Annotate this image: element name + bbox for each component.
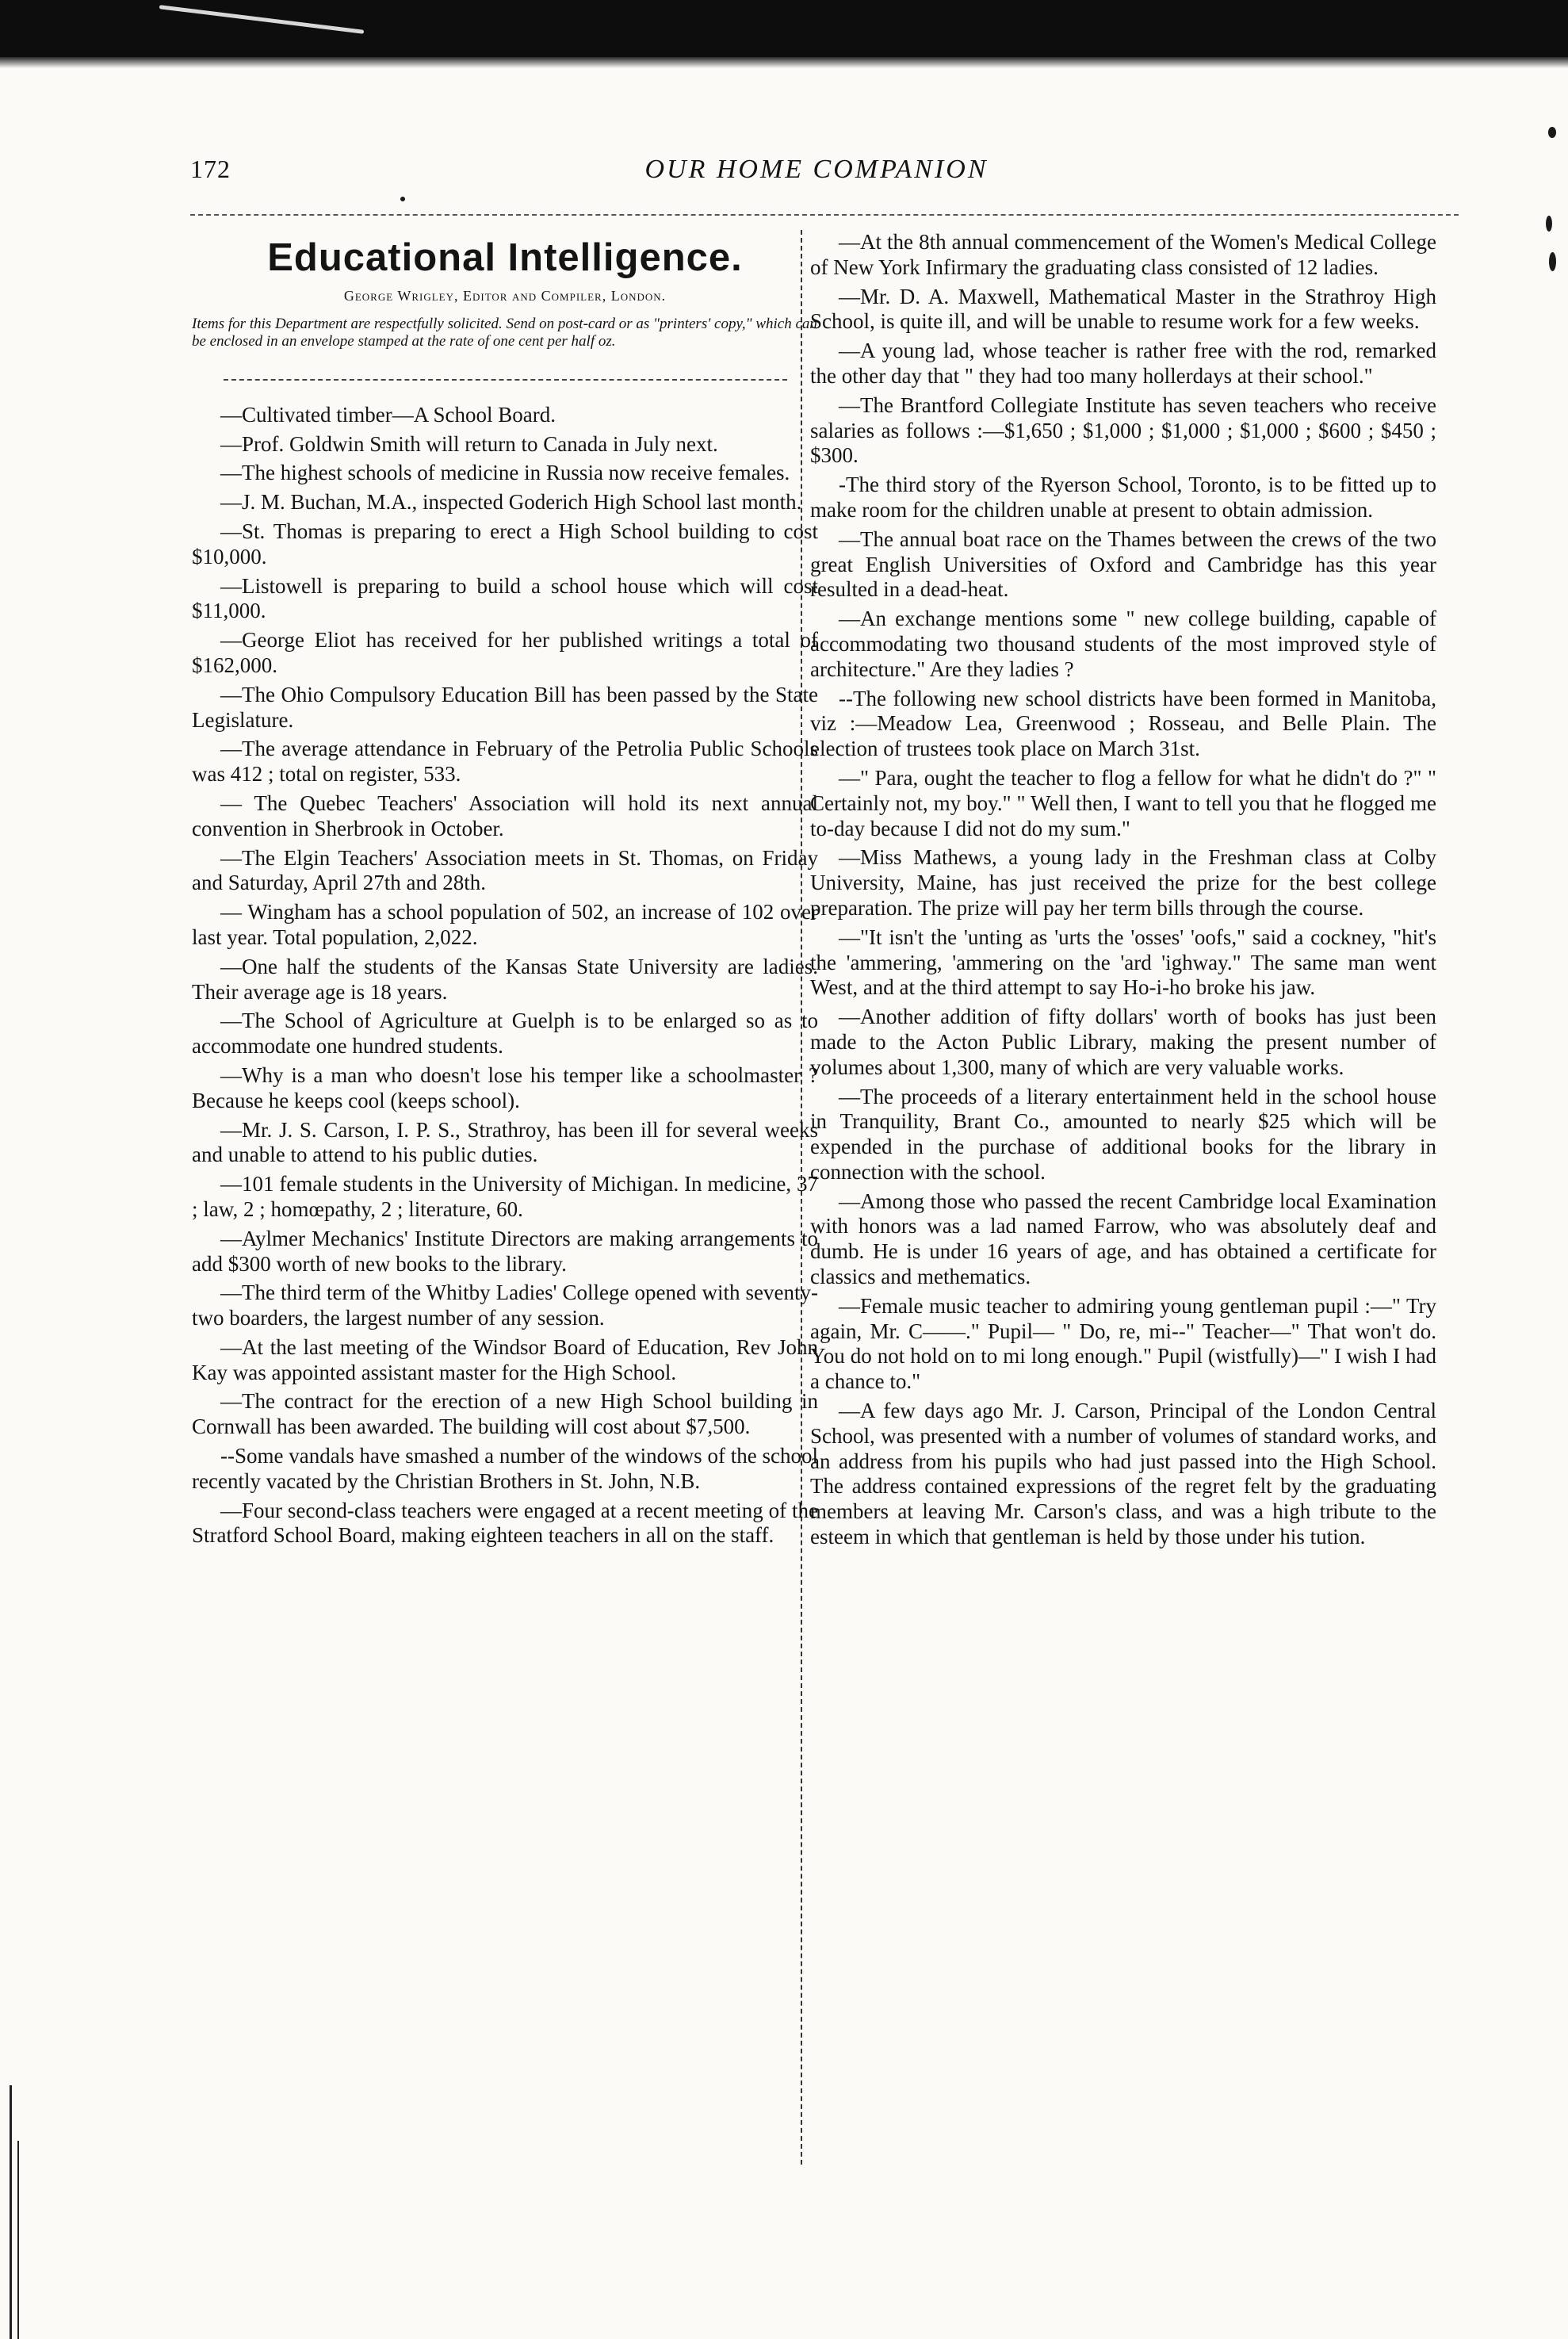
news-item: --The following new school districts have been formed in Manitoba, viz :—Meadow Lea, Greenwood ; Rosseau, and Belle Plain. The election of trustees took place on March 31st. [810,686,1436,761]
news-item: —Another addition of fifty dollars' worth of books has just been made to the Acton Public Library, making the present number of volumes about 1,300, many of which are very valuable works. [810,1005,1436,1079]
left-item-list [192,403,818,1548]
news-item: —The Brantford Collegiate Institute has seven teachers who receive salaries as follows :—$1,650 ; $1,000 ; $1,000 ; $1,000 ; $600 ; $450 ; $300. [810,392,1436,468]
news-item: -The third story of the Ryerson School, Toronto, is to be fitted up to make room for the children unable at present to obtain admission. [810,473,1436,522]
scan-speck [1548,127,1556,138]
news-item: —Why is a man who doesn't lose his temper like a schoolmaster ? Because he keeps cool (keeps school). [192,1062,818,1112]
news-item: —The highest schools of medicine in Russia now receive females. [220,461,790,485]
left-column [192,230,818,1552]
news-item: —101 female students in the University of Michigan. In medicine, 37 ; law, 2 ; homœpathy, 2 ; literature, 60. [192,1172,818,1221]
scan-speck [1546,216,1552,232]
scan-edge-line [17,2141,19,2339]
news-item: —The average attendance in February of the Petrolia Public Schools was 412 ; total on register, 533. [192,737,818,787]
news-item: —Aylmer Mechanics' Institute Directors are making arrangements to add $300 worth of new books to the library. [192,1226,818,1276]
right-item-list [810,230,1436,1550]
news-item: —A few days ago Mr. J. Carson, Principal of the London Central School, was presented with a number of volumes of standard works, and an address from his pupils who had just passed into the High School. The address contained expressions of the regret felt by the graduating members at leaving Mr. Carson's class, and was a high tribute to the esteem in which that gentleman is held by those under his tution. [810,1399,1436,1549]
news-item: — Wingham has a school population of 502, an increase of 102 over last year. Total population, 2,022. [192,900,818,949]
news-item: —At the last meeting of the Windsor Board of Education, Rev John Kay was appointed assistant master for the High School. [192,1334,818,1384]
right-column [810,230,1436,1554]
news-item: —The School of Agriculture at Guelph is to be enlarged so as to accommodate one hundred students. [192,1009,818,1058]
header-rule [190,214,1459,216]
news-item: —J. M. Buchan, M.A., inspected Goderich High School last month. [220,490,802,515]
news-item: —" Para, ought the teacher to flog a fellow for what he didn't do ?" " Certainly not, my boy." " Well then, I want to tell you that he flogged me to-day because I did not do my sum." [810,765,1436,840]
news-item: —George Eliot has received for her published writings a total of $162,000. [192,628,818,677]
scan-edge-line [10,2085,12,2339]
news-item: —Prof. Goldwin Smith will return to Canada in July next. [220,431,718,456]
news-item: —Miss Mathews, a young lady in the Freshman class at Colby University, Maine, has just received the prize for the best college preparation. The prize will pay her term bills through the course. [810,845,1436,920]
news-item: —One half the students of the Kansas State University are ladies. Their average age is 18 years. [192,954,818,1004]
column-note: Items for this Department are respectfully solicited. Send on post-card or as "printers' copy," which can be enclosed in an envelope stamped at the rate of one cent per half oz. [192,315,817,350]
news-item: —An exchange mentions some " new college building, capable of accommodating two thousand students of the most improved style of architecture." Are they ladies ? [810,607,1436,681]
news-item: — The Quebec Teachers' Association will hold its next annual convention in Sherbrook in October. [192,791,818,840]
news-item: --Some vandals have smashed a number of the windows of the school recently vacated by the Christian Brothers in St. John, N.B. [192,1444,818,1493]
news-item: —Female music teacher to admiring young gentleman pupil :—" Try again, Mr. C——." Pupil— " Do, re, mi--" Teacher—" That won't do. You do not hold on to mi long enough." Pupil (wistfully)—" I wish I had a chance to." [810,1293,1436,1394]
news-item: —The third term of the Whitby Ladies' College opened with seventy-two boarders, the largest number of any session. [192,1281,818,1330]
running-title: OUR HOME COMPANION [644,155,989,184]
news-item: —Mr. J. S. Carson, I. P. S., Strathroy, has been ill for several weeks and unable to attend to his public duties. [192,1117,818,1167]
news-item: —Four second-class teachers were engaged at a recent meeting of the Stratford School Board, making eighteen teachers in all on the staff. [192,1498,818,1548]
news-item: —The annual boat race on the Thames between the crews of the two great English Universities of Oxford and Cambridge has this year resulted in a dead-heat. [810,526,1436,602]
scan-top-shadow [0,57,1568,68]
section-title: Educational Intelligence. [267,236,743,279]
scan-top-bar [0,0,1568,57]
editor-line: George Wrigley, Editor and Compiler, London. [343,288,667,304]
scan-speck [400,197,405,201]
running-head [190,155,1443,186]
news-item: —The proceeds of a literary entertainment held in the school house in Tranquility, Brant Co., amounted to nearly $25 which will be expended in the purchase of additional books for the library in connection with the school. [810,1084,1436,1184]
news-item: —The contract for the erection of a new High School building in Cornwall has been awarded. The building will cost about $7,500. [192,1389,818,1439]
news-item: —St. Thomas is preparing to erect a High School building to cost $10,000. [192,519,818,568]
page-number: 172 [190,155,231,183]
news-item: —"It isn't the 'unting as 'urts the 'osses' 'oofs," said a cockney, "hit's the 'ammering, 'ammering on the 'ard 'ighway." The same man went West, and at the third attempt to say Ho-i-ho broke his jaw. [810,924,1436,1000]
news-item: —The Ohio Compulsory Education Bill has been passed by the State Legislature. [192,682,818,732]
news-item: —Listowell is preparing to build a school house which will cost $11,000. [192,573,818,623]
news-item: —Among those who passed the recent Cambridge local Examination with honors was a lad named Farrow, who was absolutely deaf and dumb. He is under 16 years of age, and has obtained a certificate for classics and methematics. [810,1189,1436,1289]
news-item: —The Elgin Teachers' Association meets in St. Thomas, on Friday and Saturday, April 27th and 28th. [192,845,818,895]
section-rule [224,379,787,381]
news-item: —A young lad, whose teacher is rather free with the rod, remarked the other day that " they had too many hollerdays at their school." [810,339,1436,388]
news-item: —At the 8th annual commencement of the Women's Medical College of New York Infirmary the graduating class consisted of 12 ladies. [810,230,1436,279]
news-item: —Cultivated timber—A School Board. [220,402,556,427]
news-item: —Mr. D. A. Maxwell, Mathematical Master in the Strathroy High School, is quite ill, and will be unable to resume work for a few weeks. [810,284,1436,334]
scan-speck [1549,252,1556,271]
